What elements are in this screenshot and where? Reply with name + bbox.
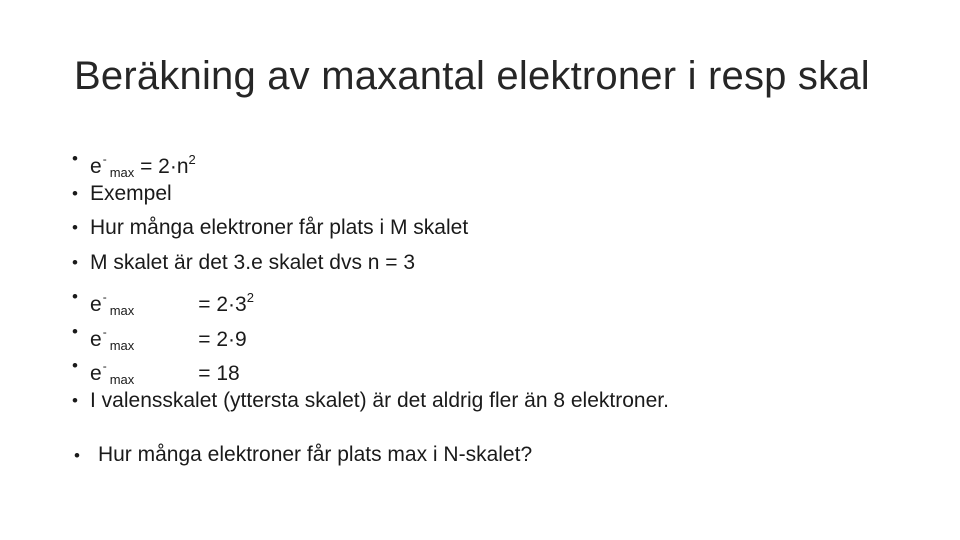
bullet-icon: • (72, 390, 78, 410)
bullet-icon: • (72, 321, 78, 341)
bullet-example: • Exempel (72, 181, 172, 205)
bullet-calc-2: • $e^-_{max} = 2\cdot 9$ (72, 319, 669, 354)
bullet-icon: • (72, 252, 78, 272)
bullet-calc-1: • $e^-_{max} = 2\cdot 3^2$ (72, 284, 669, 319)
slide-title: Beräkning av maxantal elektroner i resp skal (74, 54, 870, 98)
bullet-icon: • (72, 287, 78, 306)
bullet-icon: • (72, 149, 78, 168)
bullet-m-shell: • M skalet är det 3.e skalet dvs n = 3 (72, 250, 416, 274)
bullet-formula: • $e^-_{max} = 2\cdot n^2$ (72, 146, 669, 181)
bullet-icon: • (72, 218, 78, 237)
bullet-icon: • (74, 446, 80, 465)
bullet-list (72, 146, 669, 422)
bullet-icon: • (72, 183, 78, 203)
bullet-valence: • I valensskalet (yttersta skalet) är det aldrig fler än 8 elektroner. (72, 388, 669, 412)
bullet-question-m: • Hur många elektroner får plats i M skalet (72, 216, 469, 239)
bullet-calc-3: • $e^-_{max} = 18$ (72, 353, 669, 388)
bullet-icon: • (72, 356, 78, 375)
question-n-shell: • Hur många elektroner får plats max i N-skalet? (74, 443, 533, 466)
